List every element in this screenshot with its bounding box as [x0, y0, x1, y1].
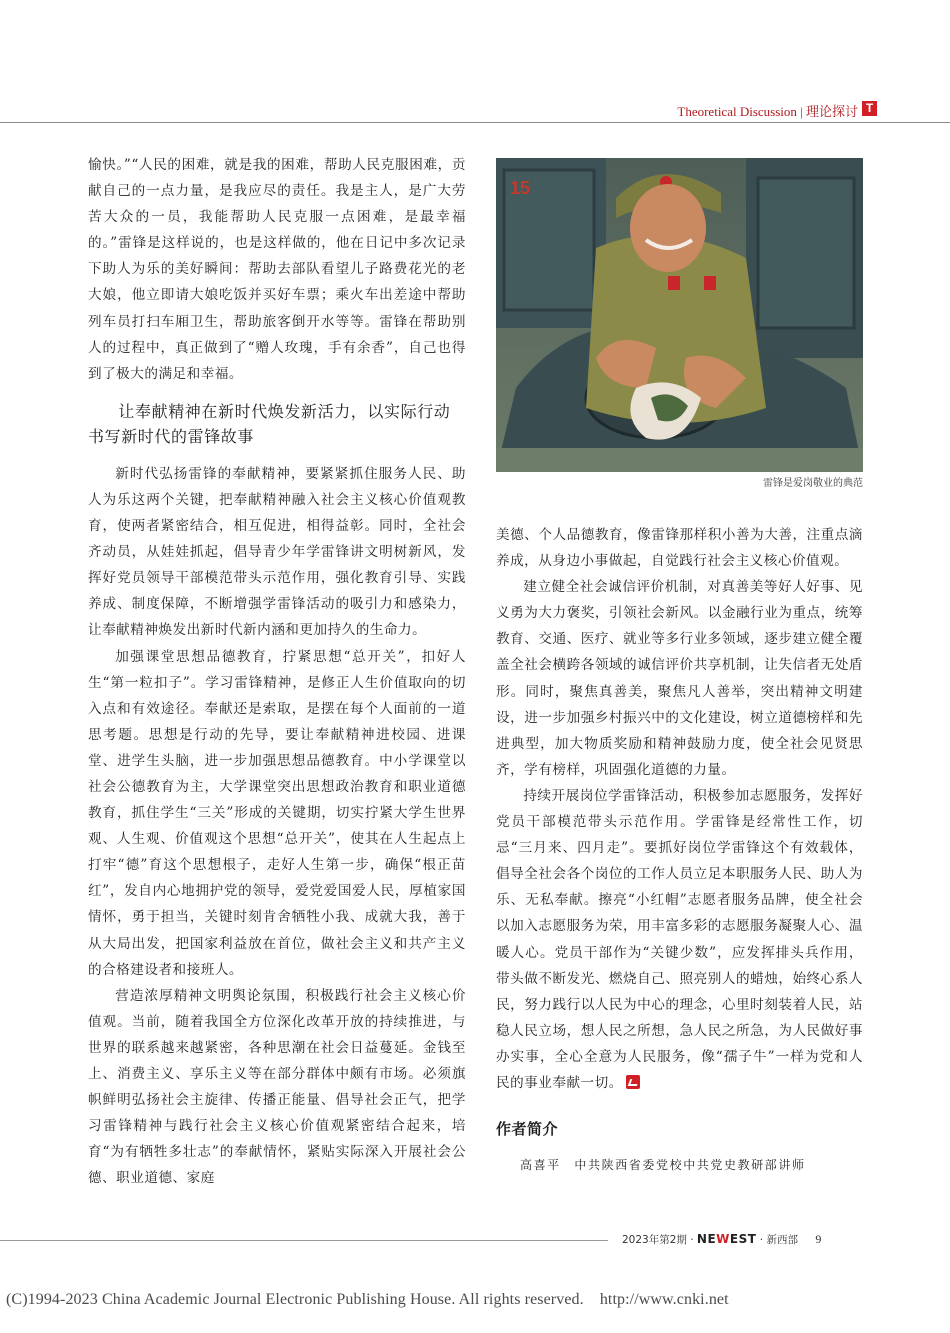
lei-feng-photo [496, 158, 863, 472]
section-heading: 让奉献精神在新时代焕发新活力，以实际行动书写新时代的雷锋故事 [88, 401, 451, 446]
paragraph [496, 783, 863, 1096]
section-badge: T [862, 101, 877, 116]
issue-info: 2023年第2期 · [622, 1234, 694, 1246]
svg-text:15: 15 [510, 178, 531, 198]
copyright-notice: (C)1994-2023 China Academic Journal Electronic Publishing House. All rights reserved. http://www.cnki.net [6, 1291, 729, 1308]
footer-rule [0, 1240, 608, 1241]
paragraph: 美德、个人品德教育，像雷锋那样积小善为大善，注重点滴养成，从身边小事做起，自觉践行社会主义核心价值观。 [496, 527, 863, 570]
paragraph: 营造浓厚精神文明舆论氛围，积极践行社会主义核心价值观。当前，随着我国全方位深化改革开放的持续推进，与世界的联系越来越紧密，各种思潮在社会日益蔓延。金钱至上、消费主义、享乐主义等在部分群体中颇有市场。必须旗帜鲜明弘扬社会主旋律、传播正能量、倡导社会正气，把学习雷锋精神与践行社会主义核心价值观紧密结合起来，培育“为有牺牲多壮志”的奉献情怀，紧贴实际深入开展社会公德、职业道德、家庭 [88, 987, 466, 1187]
page-number: 9 [815, 1232, 822, 1246]
photo-illustration [496, 158, 863, 472]
journal-name: · 新西部 [759, 1234, 798, 1246]
left-column [88, 152, 466, 1191]
page-footer [622, 1232, 821, 1247]
author-bio-title: 作者简介 [496, 1120, 559, 1139]
photo-caption: 雷锋是爱岗敬业的典范 [763, 478, 863, 489]
section-header: Theoretical Discussion | 理论探讨 [677, 104, 858, 119]
author-bio: 高喜平 中共陕西省委党校中共党史教研部讲师 [520, 1158, 806, 1173]
right-column [496, 522, 863, 1178]
article-end-icon [626, 1075, 640, 1089]
paragraph: 新时代弘扬雷锋的奉献精神，要紧紧抓住服务人民、助人为乐这两个关键，把奉献精神融入社会主义核心价值观教育，使两者紧密结合，相互促进，相得益彰。同时，全社会齐动员，从娃娃抓起，倡导青少年学雷锋讲文明树新风，发挥好党员领导干部模范带头示范作用，强化教育引导、实践养成、制度保障，不断增强学雷锋活动的吸引力和感染力，让奉献精神焕发出新时代新内涵和更加持久的生命力。 [88, 465, 466, 639]
journal-brand: NEWEST [696, 1232, 757, 1246]
paragraph: 建立健全社会诚信评价机制，对真善美等好人好事、见义勇为大力褒奖，引领社会新风。以金融行业为重点，统筹教育、交通、医疗、就业等多行业多领域，逐步建立健全覆盖全社会横跨各领域的诚信评价共享机制，让失信者无处盾形。同时，聚焦真善美，聚焦凡人善举，突出精神文明建设，进一步加强乡村振兴中的文化建设，树立道德榜样和先进典型，加大物质奖励和精神鼓励力度，使全社会见贤思齐，学有榜样，巩固强化道德的力量。 [496, 579, 863, 778]
paragraph: 愉快。”“人民的困难，就是我的困难，帮助人民克服困难，贡献自己的一点力量，是我应尽的责任。我是主人，是广大劳苦大众的一员，我能帮助人民克服一点困难，是最幸福的。”雷锋是这样说的，也是这样做的，他在日记中多次记录下助人为乐的美好瞬间：帮助去部队看望儿子路费花光的老大娘，他立即请大娘吃饭并买好车票；乘火车出差途中帮助列车员打扫车厢卫生，帮助旅客倒开水等等。雷锋在帮助别人的过程中，真正做到了“赠人玫瑰，手有余香”，自己也得到了极大的满足和幸福。 [88, 157, 466, 382]
paragraph: 加强课堂思想品德教育，拧紧思想“总开关”，扣好人生“第一粒扣子”。学习雷锋精神，是修正人生价值取向的切入点和有效途径。奉献还是索取，是摆在每个人面前的一道思考题。思想是行动的先导，要让奉献精神进校园、进课堂、进学生头脑，进一步加强思想品德教育。中小学课堂以社会公德教育为主，大学课堂突出思想政治教育和职业道德教育，抓住学生“三关”形成的关键期，切实拧紧大学生世界观、人生观、价值观这个思想“总开关”，使其在人生起点上打牢“德”育这个思想根子，走好人生第一步，确保“根正苗红”，发自内心地拥护党的领导，爱党爱国爱人民，厚植家国情怀，勇于担当，关键时刻肯舍牺牲小我、成就大我，善于从大局出发，把国家利益放在首位，做社会主义和共产主义的合格建设者和接班人。 [88, 648, 466, 978]
header-rule [0, 122, 950, 123]
paragraph-text: 持续开展岗位学雷锋活动，积极参加志愿服务，发挥好党员干部模范带头示范作用。学雷锋是经常性工作，切忌“三月来、四月走”。要抓好岗位学雷锋这个有效载体，倡导全社会各个岗位的工作人员立足本职服务人民、助人为乐、无私奉献。擦亮“小红帽”志愿者服务品牌，使全社会以加入志愿服务为荣，用丰富多彩的志愿服务凝聚人心、温暖人心。党员干部作为“关键少数”，应发挥排头兵作用，带头做不断发光、燃烧自己、照亮别人的蜡烛，始终心系人民，努力践行以人民为中心的理念，心里时刻装着人民，站稳人民立场，想人民之所想，急人民之所急，为人民做好事办实事，全心全意为人民服务，像“孺子牛”一样为党和人民的事业奉献一切。 [496, 787, 863, 1091]
